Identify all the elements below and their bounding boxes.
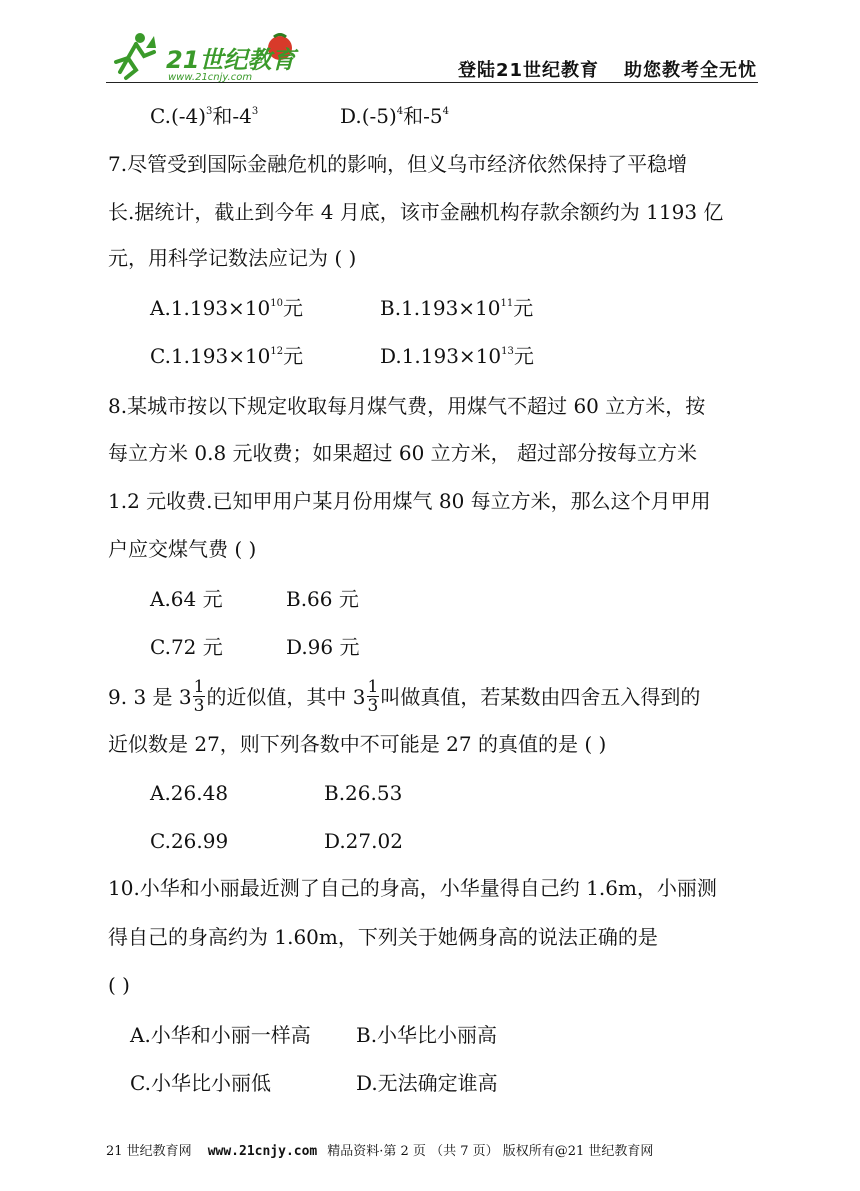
q6-option-d: $D.(-5)^4$和$-5^4$	[340, 104, 450, 128]
footer-left: 21 世纪教育网	[106, 1144, 192, 1159]
q8-option-a: A.64 元	[150, 587, 223, 611]
logo-url: www.21cnjy.com	[168, 72, 253, 83]
q10-option-c: C.小华比小丽低	[130, 1071, 271, 1095]
q10-text-line2: 得自己的身高约为 1.60m，下列关于她俩身高的说法正确的是	[108, 925, 658, 949]
q8-option-d: D.96 元	[286, 635, 360, 659]
q10-text-line3: ( )	[108, 973, 130, 997]
header-divider	[106, 82, 758, 83]
q7-text-line1: 7.尽管受到国际金融危机的影响，但义乌市经济依然保持了平稳增	[108, 152, 688, 176]
q9-option-d: D.27.02	[324, 829, 403, 853]
21cnjy-logo	[106, 28, 306, 84]
slogan-left: 登陆21世纪教育	[458, 60, 600, 81]
slogan-right: 助您教考全无忧	[624, 60, 757, 81]
q10-option-d: D.无法确定谁高	[356, 1071, 498, 1095]
q8-text-line1: 8.某城市按以下规定收取每月煤气费，用煤气不超过 60 立方米，按	[108, 394, 706, 418]
q7-text-line2: 长.据统计，截止到今年 4 月底，该市金融机构存款余额约为 1193 亿	[108, 200, 724, 224]
page-footer	[106, 1140, 653, 1159]
logo-text: 21世纪教育	[166, 46, 296, 74]
q8-option-b: B.66 元	[286, 587, 359, 611]
q8-text-line3: 1.2 元收费.已知甲用户某月份用煤气 80 每立方米，那么这个月甲用	[108, 489, 711, 513]
q7-text-line3: 元，用科学记数法应记为 ( )	[108, 246, 357, 270]
q8-text-line2: 每立方米 0.8 元收费；如果超过 60 立方米， 超过部分按每立方米	[108, 441, 698, 465]
footer-site-link[interactable]: www.21cnjy.com	[207, 1144, 318, 1159]
footer-right: 精品资料·第 2 页 （共 7 页） 版权所有@21 世纪教育网	[327, 1144, 654, 1159]
q9-option-b: B.26.53	[324, 781, 403, 805]
fraction-one-third: $\frac{1}{3}$	[367, 677, 379, 716]
q8-text-line4: 户应交煤气费 ( )	[108, 537, 257, 561]
q9-option-c: C.26.99	[150, 829, 229, 853]
q7-option-a: $A.1.193\times 10^{10}$元	[150, 296, 303, 320]
q8-option-c: C.72 元	[150, 635, 223, 659]
q9-option-a: A.26.48	[150, 781, 229, 805]
q7-option-c: $C.1.193\times 10^{12}$元	[150, 344, 304, 368]
q10-option-a: A.小华和小丽一样高	[130, 1023, 311, 1047]
q9-text-line1: 9. 3 是 3 $\frac{1}{3}$ 的近似值，其中 3 $\frac{1}{3}$ 叫做真值，若某数由四舍五入得到的	[108, 677, 701, 716]
q10-option-b: B.小华比小丽高	[356, 1023, 498, 1047]
fraction-one-third: $\frac{1}{3}$	[193, 677, 205, 716]
q6-option-c: $C.(-4)^3$和$-4^3$	[150, 104, 259, 128]
q7-option-d: $D.1.193\times 10^{13}$元	[380, 344, 534, 368]
q7-option-b: $B.1.193\times 10^{11}$元	[380, 296, 534, 320]
q9-text-line2: 近似数是 27，则下列各数中不可能是 27 的真值的是 ( )	[108, 732, 607, 756]
page-header	[0, 0, 860, 84]
q10-text-line1: 10.小华和小丽最近测了自己的身高，小华量得自己约 1.6m，小丽测	[108, 876, 717, 900]
